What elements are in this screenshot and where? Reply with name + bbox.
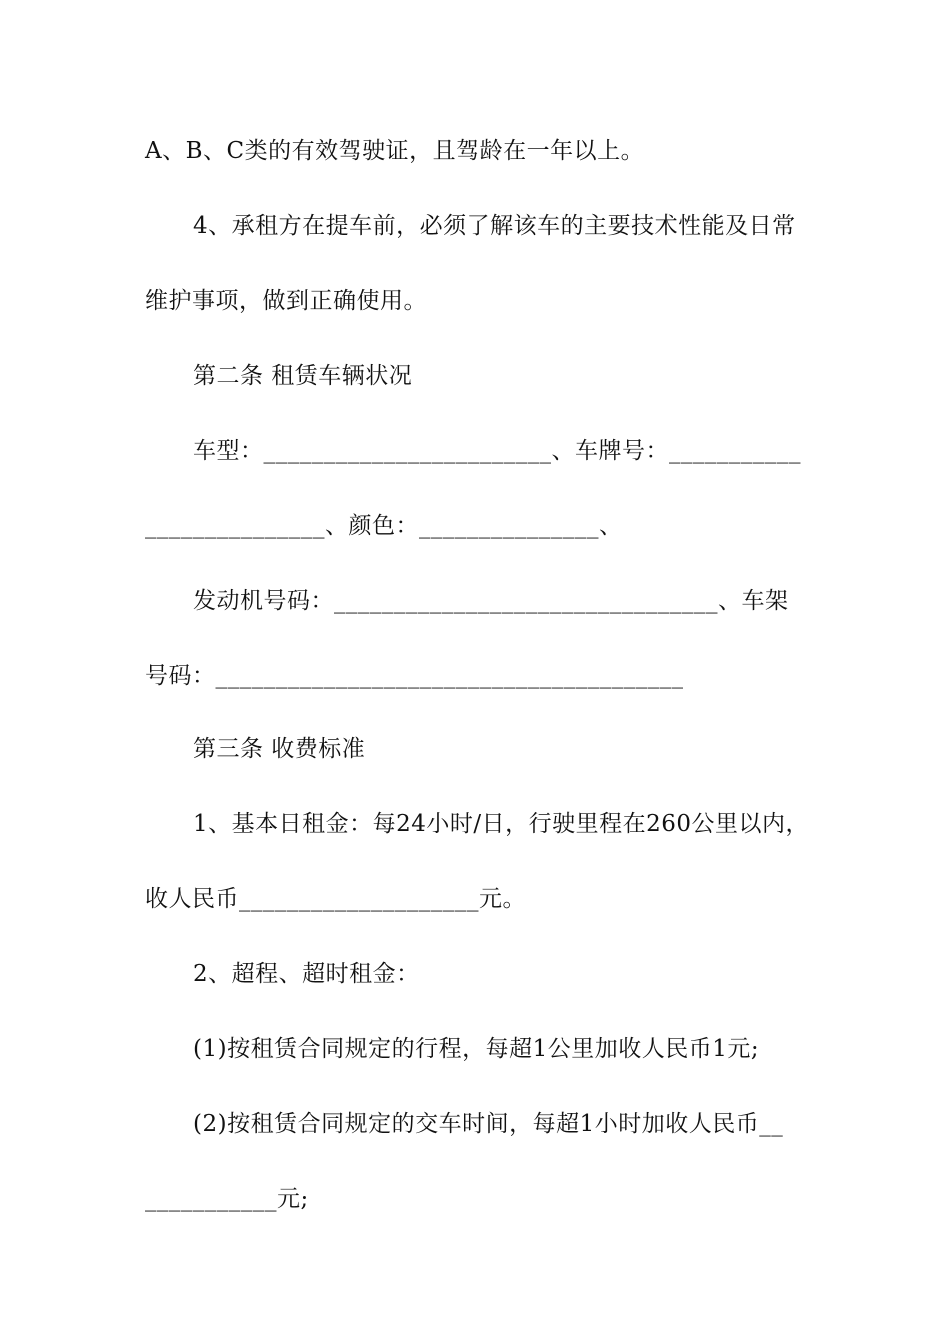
paragraph-line: 1、基本日租金：每24小时/日，行驶里程在260公里以内， (193, 811, 810, 837)
form-line-engine-number: 发动机号码：________________________________、车架 (193, 588, 789, 614)
paragraph-line: 4、承租方在提车前，必须了解该车的主要技术性能及日常 (193, 213, 796, 239)
form-line-color: _______________、颜色：_______________、 (145, 513, 623, 539)
paragraph-line: ___________元; (145, 1186, 309, 1212)
paragraph-line: (1)按租赁合同规定的行程，每超1公里加收人民币1元; (193, 1036, 760, 1062)
form-line-vehicle-model-plate: 车型：________________________、车牌号：___________ (193, 438, 801, 464)
paragraph-line: (2)按租赁合同规定的交车时间，每超1小时加收人民币__ (193, 1111, 784, 1137)
paragraph-line: A、B、C类的有效驾驶证，且驾龄在一年以上。 (145, 138, 645, 164)
section-heading: 第三条 收费标准 (193, 736, 366, 762)
paragraph-line: 2、超程、超时租金： (193, 961, 420, 987)
section-heading: 第二条 租赁车辆状况 (193, 363, 413, 389)
paragraph-line: 维护事项，做到正确使用。 (145, 288, 427, 314)
form-line-frame-number: 号码：_______________________________________ (145, 663, 684, 689)
paragraph-line: 收人民币____________________元。 (145, 886, 526, 912)
